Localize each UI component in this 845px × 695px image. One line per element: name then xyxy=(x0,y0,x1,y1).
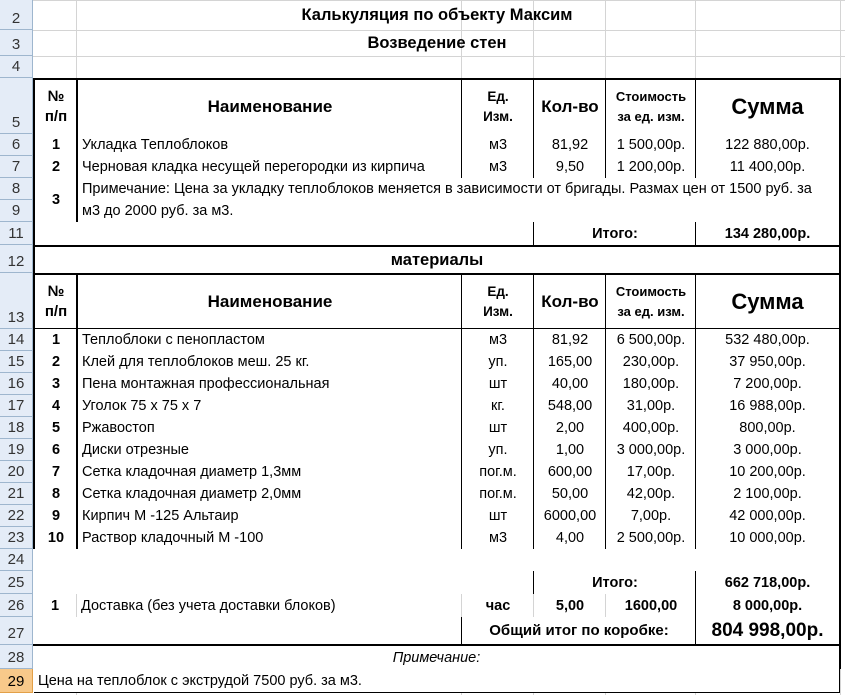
row-header-29-selected[interactable]: 29 xyxy=(0,669,33,693)
row-header-17[interactable]: 17 xyxy=(0,395,33,417)
cell-name[interactable]: Укладка Теплоблоков xyxy=(76,134,462,157)
empty-cell[interactable] xyxy=(33,571,534,595)
header-text: п/п xyxy=(44,302,68,320)
header-text: Изм. xyxy=(483,303,513,319)
cell-sum[interactable]: 11 400,00р. xyxy=(695,156,841,179)
column-header-sum: Сумма xyxy=(695,78,841,135)
cell-price[interactable]: 6 500,00р. xyxy=(605,329,696,352)
row-header-9[interactable]: 9 xyxy=(0,200,33,222)
cell-sum[interactable]: 800,00р. xyxy=(695,417,841,440)
row-header-14[interactable]: 14 xyxy=(0,329,33,351)
cell-sum[interactable]: 122 880,00р. xyxy=(695,134,841,157)
cell-qty[interactable]: 9,50 xyxy=(533,156,606,179)
column-header-qty: Кол-во xyxy=(533,273,606,330)
header-text: № xyxy=(47,88,65,105)
cell-qty[interactable]: 2,00 xyxy=(533,417,606,440)
empty-row[interactable] xyxy=(33,549,841,572)
cell-price[interactable]: 31,00р. xyxy=(605,395,696,418)
cell-price[interactable]: 1 200,00р. xyxy=(605,156,696,179)
cell-unit[interactable]: шт xyxy=(461,505,534,528)
cell-sum[interactable]: 10 000,00р. xyxy=(695,527,841,550)
header-text: Ед. xyxy=(487,89,509,104)
cell-sum[interactable]: 8 000,00р. xyxy=(695,594,841,618)
row-header-18[interactable]: 18 xyxy=(0,417,33,439)
header-text: Изм. xyxy=(483,109,513,124)
cell-unit[interactable]: м3 xyxy=(461,527,534,550)
cell-price[interactable]: 17,00р. xyxy=(605,461,696,484)
column-header-unit xyxy=(461,273,534,330)
cell-sum[interactable]: 16 988,00р. xyxy=(695,395,841,418)
materials-total-label: Итого: xyxy=(533,571,696,595)
header-text: № xyxy=(47,282,65,300)
cell-name[interactable]: Черновая кладка несущей перегородки из кирпича xyxy=(76,156,462,179)
cell-sum[interactable]: 2 100,00р. xyxy=(695,483,841,506)
cell-unit[interactable]: шт xyxy=(461,417,534,440)
cell-name[interactable]: Раствор кладочный М -100 xyxy=(76,527,462,550)
cell-price[interactable]: 180,00р. xyxy=(605,373,696,396)
header-text: за ед. изм. xyxy=(617,303,685,319)
cell-name[interactable]: Уголок 75 х 75 х 7 xyxy=(76,395,462,418)
cell-name[interactable]: Диски отрезные xyxy=(76,439,462,462)
cell-name[interactable]: Доставка (без учета доставки блоков) xyxy=(76,594,462,618)
row-header-3[interactable]: 3 xyxy=(0,30,33,56)
cell-qty[interactable]: 81,92 xyxy=(533,329,606,352)
row-header-27[interactable]: 27 xyxy=(0,617,33,645)
cell-qty[interactable]: 81,92 xyxy=(533,134,606,157)
gridline xyxy=(33,56,845,57)
row-header-24[interactable]: 24 xyxy=(0,549,33,571)
cell-qty[interactable]: 6000,00 xyxy=(533,505,606,528)
cell-unit[interactable]: пог.м. xyxy=(461,461,534,484)
empty-cell[interactable] xyxy=(33,617,462,646)
cell-unit[interactable]: шт xyxy=(461,373,534,396)
cell-num[interactable]: 3 xyxy=(33,178,77,223)
cell-qty[interactable]: 1,00 xyxy=(533,439,606,462)
footer-note-text[interactable]: Цена на теплоблок с экструдой 7500 руб. за м3. xyxy=(34,669,840,693)
cell-unit[interactable]: пог.м. xyxy=(461,483,534,506)
header-text: Ед. xyxy=(487,283,509,299)
cell-sum[interactable]: 42 000,00р. xyxy=(695,505,841,528)
cell-name[interactable]: Пена монтажная профессиональная xyxy=(76,373,462,396)
works-total-label: Итого: xyxy=(533,222,696,246)
cell-price[interactable]: 42,00р. xyxy=(605,483,696,506)
cell-price[interactable]: 230,00р. xyxy=(605,351,696,374)
cell-price[interactable]: 7,00р. xyxy=(605,505,696,528)
cell-num[interactable]: 5 xyxy=(33,417,77,440)
cell-name[interactable]: Сетка кладочная диаметр 2,0мм xyxy=(76,483,462,506)
row-header-25[interactable]: 25 xyxy=(0,571,33,594)
grand-total-value[interactable]: 804 998,00р. xyxy=(695,617,841,646)
header-text: Стоимость xyxy=(615,283,687,299)
cell-num[interactable]: 9 xyxy=(33,505,77,528)
row-header-21[interactable]: 21 xyxy=(0,483,33,505)
cell-unit[interactable]: уп. xyxy=(461,351,534,374)
column-header-name: Наименование xyxy=(76,78,462,135)
grand-total-label: Общий итог по коробке: xyxy=(461,617,696,646)
column-header-sum: Сумма xyxy=(695,273,841,330)
row-header-11[interactable]: 11 xyxy=(0,222,33,245)
cell-sum[interactable]: 37 950,00р. xyxy=(695,351,841,374)
row-header-7[interactable]: 7 xyxy=(0,156,33,178)
row-header-15[interactable]: 15 xyxy=(0,351,33,373)
column-header-qty: Кол-во xyxy=(533,78,606,135)
cell-price[interactable]: 3 000,00р. xyxy=(605,439,696,462)
footer-note-label[interactable]: Примечание: xyxy=(34,646,841,669)
cell-price[interactable]: 1 500,00р. xyxy=(605,134,696,157)
cell-unit[interactable]: м3 xyxy=(461,156,534,179)
page-subtitle: Возведение стен xyxy=(367,34,507,52)
cell-num[interactable]: 2 xyxy=(33,351,77,374)
cell-name[interactable]: Ржавостоп xyxy=(76,417,462,440)
cell-qty[interactable]: 40,00 xyxy=(533,373,606,396)
cell-sum[interactable]: 10 200,00р. xyxy=(695,461,841,484)
materials-heading: материалы xyxy=(33,245,841,274)
cell-sum[interactable]: 7 200,00р. xyxy=(695,373,841,396)
cell-num[interactable]: 8 xyxy=(33,483,77,506)
cell-price[interactable]: 2 500,00р. xyxy=(605,527,696,550)
cell-qty[interactable]: 4,00 xyxy=(533,527,606,550)
cell-num[interactable]: 2 xyxy=(33,156,77,179)
page-title: Калькуляция по объекту Максим xyxy=(301,6,573,24)
cell-unit[interactable]: час xyxy=(461,594,534,618)
cell-unit[interactable]: кг. xyxy=(461,395,534,418)
header-text: Стоимость xyxy=(615,89,687,104)
column-header-name: Наименование xyxy=(76,273,462,330)
row-header-19[interactable]: 19 xyxy=(0,439,33,461)
cell-unit[interactable]: м3 xyxy=(461,134,534,157)
cell-sum[interactable]: 3 000,00р. xyxy=(695,439,841,462)
works-total-value[interactable]: 134 280,00р. xyxy=(695,222,841,246)
cell-qty[interactable]: 548,00 xyxy=(533,395,606,418)
cell-num[interactable]: 1 xyxy=(33,594,77,618)
cell-num[interactable]: 10 xyxy=(33,527,77,550)
column-header-num xyxy=(33,273,77,330)
cell-num[interactable]: 6 xyxy=(33,439,77,462)
cell-unit[interactable]: уп. xyxy=(461,439,534,462)
header-text: п/п xyxy=(44,108,68,125)
cell-name[interactable]: Клей для теплоблоков меш. 25 кг. xyxy=(76,351,462,374)
row-header-8[interactable]: 8 xyxy=(0,178,33,200)
cell-price[interactable]: 1600,00 xyxy=(605,594,696,618)
cell-name[interactable]: Теплоблоки с пенопластом xyxy=(76,329,462,352)
cell-price[interactable]: 400,00р. xyxy=(605,417,696,440)
cell-num[interactable]: 1 xyxy=(33,134,77,157)
works-note[interactable]: Примечание: Цена за укладку теплоблоков меняется в зависимости от бригады. Размах цен от 1500 руб. за м3 до 2000 руб. за м3. xyxy=(76,178,841,223)
cell-qty[interactable]: 50,00 xyxy=(533,483,606,506)
row-header-20[interactable]: 20 xyxy=(0,461,33,483)
column-header-price xyxy=(605,78,696,135)
cell-qty[interactable]: 600,00 xyxy=(533,461,606,484)
row-header-4[interactable]: 4 xyxy=(0,56,33,78)
cell-name[interactable]: Сетка кладочная диаметр 1,3мм xyxy=(76,461,462,484)
row-header-28[interactable]: 28 xyxy=(0,645,33,669)
column-header-num xyxy=(33,78,77,135)
cell-num[interactable]: 4 xyxy=(33,395,77,418)
cell-num[interactable]: 7 xyxy=(33,461,77,484)
cell-unit[interactable]: м3 xyxy=(461,329,534,352)
cell-num[interactable]: 1 xyxy=(33,329,77,352)
empty-cell[interactable] xyxy=(33,222,534,246)
row-header-12[interactable]: 12 xyxy=(0,245,33,273)
cell-name[interactable]: Кирпич М -125 Альтаир xyxy=(76,505,462,528)
cell-qty[interactable]: 165,00 xyxy=(533,351,606,374)
row-header-16[interactable]: 16 xyxy=(0,373,33,395)
row-header-26[interactable]: 26 xyxy=(0,594,33,617)
cell-qty[interactable]: 5,00 xyxy=(533,594,606,618)
row-header-6[interactable]: 6 xyxy=(0,134,33,156)
cell-num[interactable]: 3 xyxy=(33,373,77,396)
column-header-price xyxy=(605,273,696,330)
row-header-23[interactable]: 23 xyxy=(0,527,33,549)
row-header-2[interactable]: 2 xyxy=(0,0,33,30)
row-header-13[interactable]: 13 xyxy=(0,273,33,329)
header-text: за ед. изм. xyxy=(617,109,685,124)
row-header-5[interactable]: 5 xyxy=(0,78,33,134)
cell-sum[interactable]: 532 480,00р. xyxy=(695,329,841,352)
column-header-unit xyxy=(461,78,534,135)
materials-total-value[interactable]: 662 718,00р. xyxy=(695,571,841,595)
row-header-22[interactable]: 22 xyxy=(0,505,33,527)
